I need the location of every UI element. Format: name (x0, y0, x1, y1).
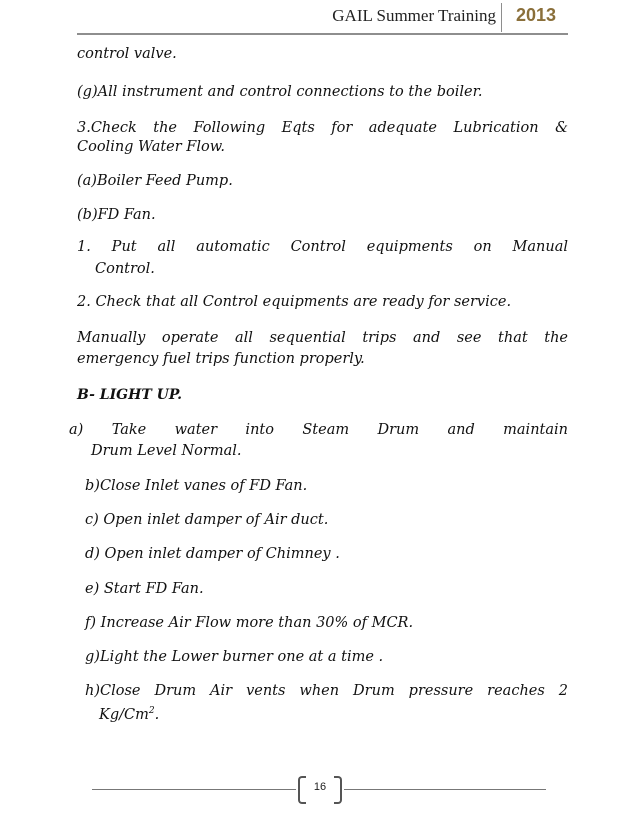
step-item-continuation (99, 700, 568, 726)
step-item-continuation: Drum Level Normal. (91, 443, 242, 459)
step-item: c) Open inlet damper of Air duct. (85, 512, 329, 528)
footer-rule-right (344, 789, 546, 790)
list-item-continuation: Control. (95, 261, 155, 277)
body-line: 3.Check the Following Eqts for adequate Lubrication & (77, 120, 568, 136)
unit-text: Kg/Cm (99, 706, 149, 723)
unit-period: . (154, 706, 160, 723)
step-item: a) Take water into Steam Drum and maintain (69, 422, 568, 438)
body-line: Cooling Water Flow. (77, 139, 226, 155)
step-item: d) Open inlet damper of Chimney . (85, 546, 340, 562)
header-title: GAIL Summer Training (332, 6, 496, 25)
header-year: 2013 (515, 5, 556, 25)
body-line: (g)All instrument and control connections to the boiler. (77, 84, 483, 100)
page-number: 16 (313, 781, 327, 793)
body-line: (b)FD Fan. (77, 207, 156, 223)
step-item: h)Close Drum Air vents when Drum pressure reaches 2 (85, 683, 568, 699)
page-header (77, 0, 568, 35)
body-line: emergency fuel trips function properly. (77, 351, 365, 367)
step-item: f) Increase Air Flow more than 30% of MCR. (85, 615, 414, 631)
list-item: 1. Put all automatic Control equipments on Manual (77, 239, 568, 255)
step-item: e) Start FD Fan. (85, 581, 204, 597)
section-heading: B- LIGHT UP. (77, 387, 182, 403)
header-separator (501, 3, 502, 32)
page-number-box (298, 776, 342, 802)
unit-superscript: 2 (148, 706, 155, 716)
body-line: (a)Boiler Feed Pump. (77, 173, 233, 189)
body-line: Manually operate all sequential trips and see that the (77, 330, 568, 346)
list-item: 2. Check that all Control equipments are ready for service. (77, 294, 512, 310)
step-item: g)Light the Lower burner one at a time . (85, 649, 384, 665)
body-line: control valve. (77, 46, 177, 62)
step-item: b)Close Inlet vanes of FD Fan. (85, 478, 308, 494)
footer-rule-left (92, 789, 296, 790)
